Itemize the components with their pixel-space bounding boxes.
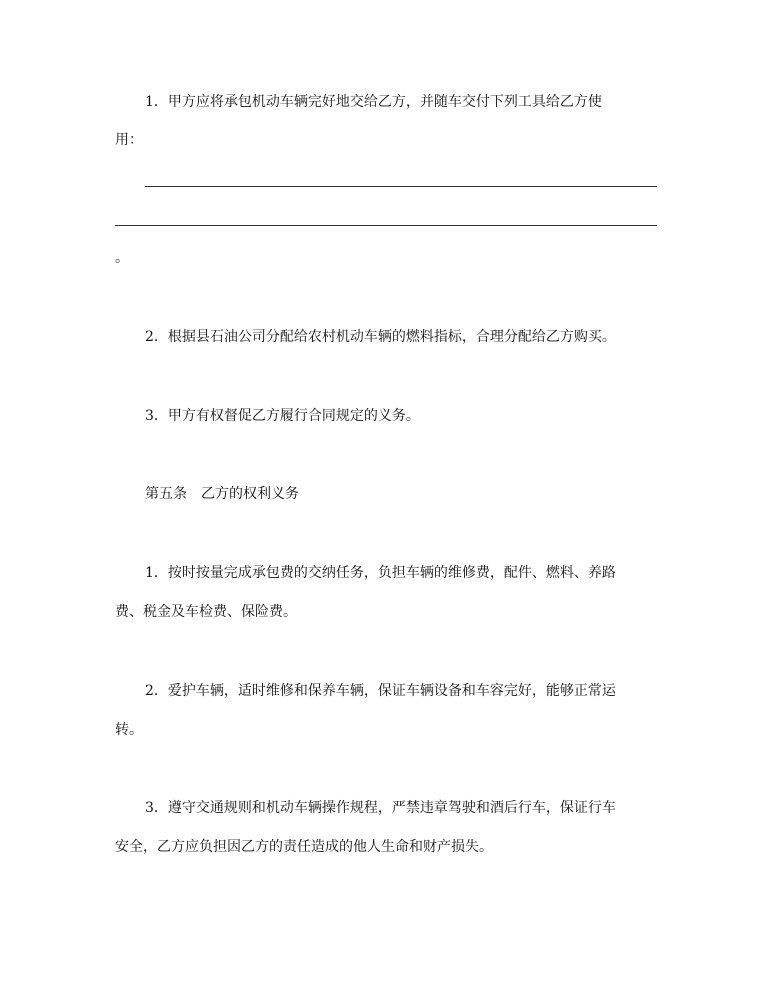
s5-item2-line1: 2．爱护车辆，适时维修和保养车辆，保证车辆设备和车容完好，能够正常运 [145, 683, 616, 699]
s4-item3: 3．甲方有权督促乙方履行合同规定的义务。 [145, 408, 420, 424]
fill-in-blank-line-2 [115, 225, 657, 226]
s5-item3-line1: 3．遵守交通规则和机动车辆操作规程，严禁违章驾驶和酒后行车，保证行车 [145, 800, 616, 816]
s5-item2-line2: 转。 [115, 722, 143, 738]
s5-item1-line2: 费、税金及车检费、保险费。 [115, 604, 297, 620]
fill-in-blank-line-1 [145, 186, 657, 187]
s4-item1-line1: 1．甲方应将承包机动车辆完好地交给乙方，并随车交付下列工具给乙方使 [145, 94, 602, 110]
s4-item2: 2．根据县石油公司分配给农村机动车辆的燃料指标，合理分配给乙方购买。 [145, 329, 616, 345]
s4-item1-line2: 用： [115, 132, 143, 148]
blank-end-mark: 。 [115, 250, 129, 266]
s5-item1-line1: 1．按时按量完成承包费的交纳任务，负担车辆的维修费，配件、燃料、养路 [145, 565, 616, 581]
s5-item3-line2: 安全，乙方应负担因乙方的责任造成的他人生命和财产损失。 [115, 839, 493, 855]
section5-heading: 第五条 乙方的权利义务 [145, 486, 299, 502]
